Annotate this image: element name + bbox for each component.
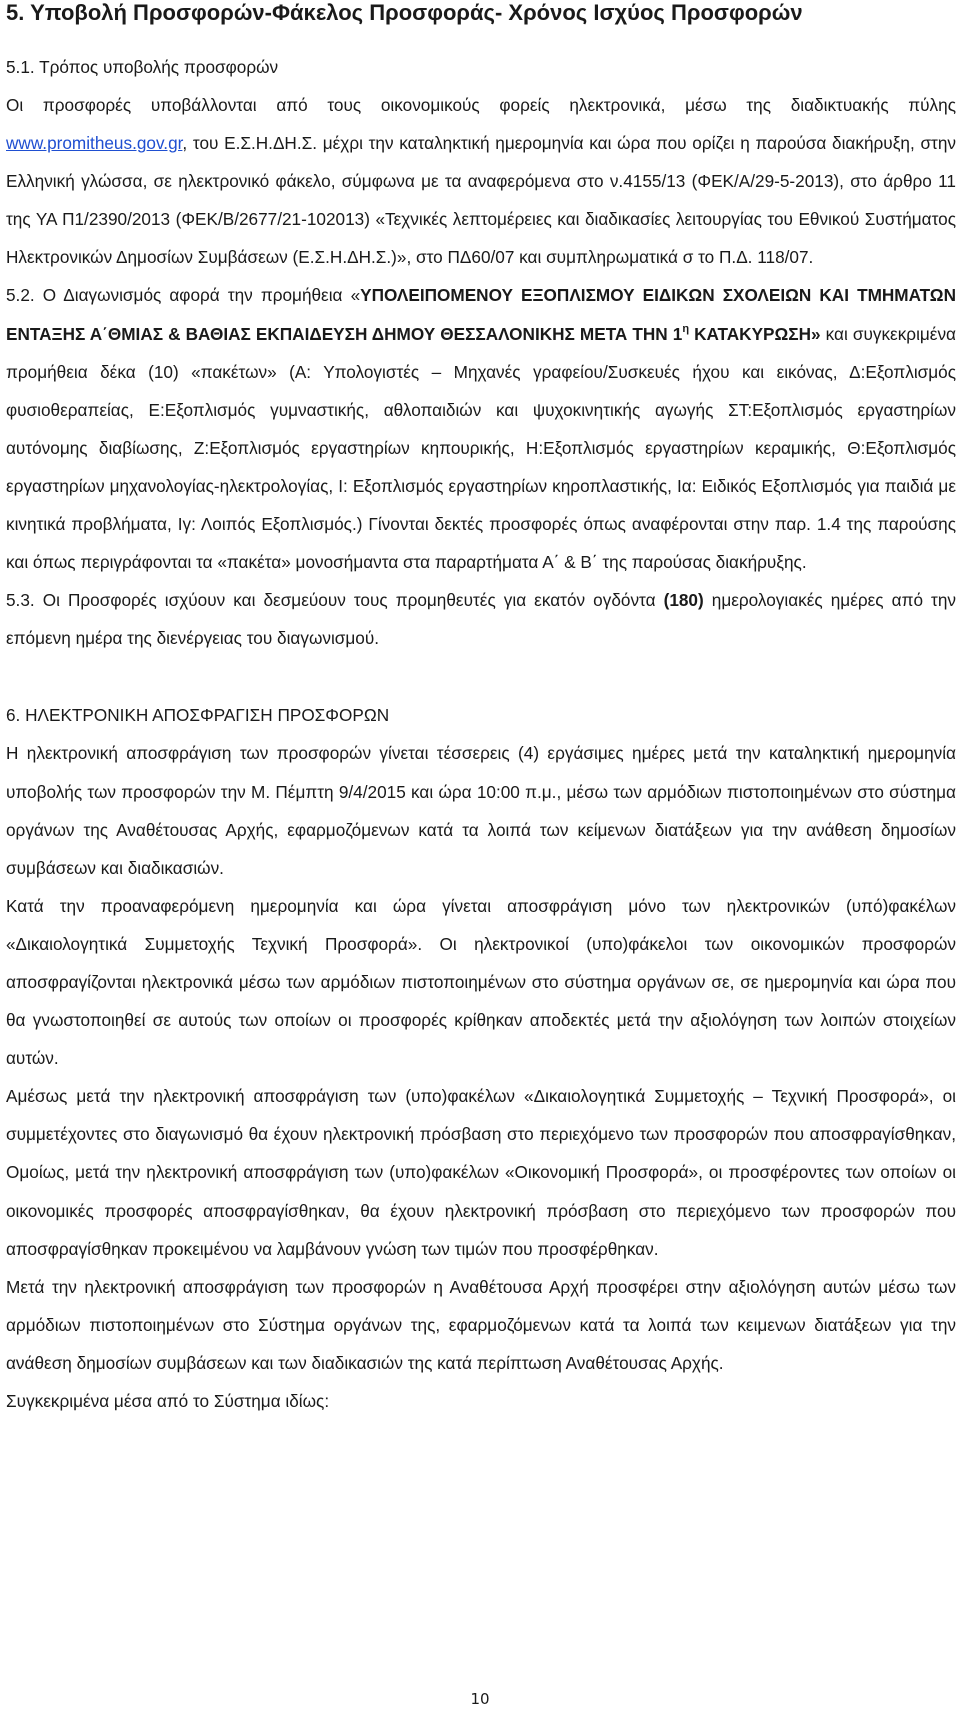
section-6-paragraph-2: Κατά την προαναφερόμενη ημερομηνία και ώρα γίνεται αποσφράγιση μόνο των ηλεκτρονικών (υπό)φακέλων «Δικαιολογητικά Συμμετοχής Τεχνική Προσφορά». Οι ηλεκτρονικοί (υπο)φάκελοι των οικονομικών προσφορών αποσφραγίζονται ηλεκτρονικά μέσω των αρμόδιων πιστοποιημένων στο σύστημα οργάνων σε, σε ημερομηνία και ώρα που θα γνωστοποιηθεί σε αυτούς των οποίων οι προσφορές κρίθηκαν αποδεκτές μετά την αξιολόγηση των λοιπών στοιχείων αυτών. <box>6 895 956 1069</box>
section-6-paragraph-5: Συγκεκριμένα μέσα από το Σύστημα ιδίως: <box>6 1391 330 1411</box>
section-6-paragraph-4: Μετά την ηλεκτρονική αποσφράγιση των προσφορών η Αναθέτουσα Αρχή προσφέρει στην αξιολόγηση αυτών μέσω των αρμόδιων πιστοποιημένων στο Σύστημα οργάνων της, εφαρμοζόμενων κατά τα λοιπά των κειμενων διατάξεων για την ανάθεση δημοσίων συμβάσεων και των διαδικασιών της κατά περίπτωση Αναθέτουσας Αρχής. <box>6 1276 956 1373</box>
promitheus-link[interactable]: www.promitheus.gov.gr <box>6 133 183 154</box>
section-5-1-heading: 5.1. Τρόπος υποβολής προσφορών <box>6 57 279 77</box>
section-5-2-paragraph <box>6 276 956 581</box>
section-5-2-text-a: 5.2. Ο Διαγωνισμός αφορά την προμήθεια « <box>6 285 361 306</box>
page-number: 10 <box>470 1690 490 1708</box>
section-5-2-subject: ΥΠΟΛΕΙΠΟΜΕΝΟΥ ΕΞΟΠΛΙΣΜΟΥ ΕΙΔΙΚΩΝ ΣΧΟΛΕΙΩΝ ΚΑΙ ΤΜΗΜΑΤΩΝ ΕΝΤΑΞΗΣ Α΄ΘΜΙΑΣ & ΒΑΘΙΑΣ ΕΚΠΑΙΔΕΥΣΗ ΔΗΜΟΥ ΘΕΣΣΑΛΟΝΙΚΗΣ ΜΕΤΑ ΤΗΝ 1 <box>6 285 956 344</box>
section-5-1-text-b: , του Ε.Σ.Η.ΔΗ.Σ. μέχρι την καταληκτική ημερομηνία και ώρα που ορίζει η παρούσα διακήρυξη, στην Ελληνική γλώσσα, σε ηλεκτρονικό φάκελο, σύμφωνα με τα αναφερόμενα στο ν.4155/13 (ΦΕΚ/Α/29-5-2013), στο άρθρο 11 της ΥΑ Π1/2390/2013 (ΦΕΚ/Β/2677/21-102013) «Τεχνικές λεπτομέρειες και διαδικασίες λειτουργίας του Εθνικού Συστήματος Ηλεκτρονικών Δημοσίων Συμβάσεων (Ε.Σ.Η.ΔΗ.Σ.)», στο ΠΔ60/07 και συμπληρωματικά σ το Π.Δ. 118/07. <box>6 133 956 268</box>
section-5-1-text-a: Οι προσφορές υποβάλλονται από τους οικονομικούς φορείς ηλεκτρονικά, μέσω της διαδικτυακής πύλης <box>6 95 956 115</box>
section-5-3-days: (180) <box>663 590 704 611</box>
section-6-heading: 6. ΗΛΕΚΤΡΟΝΙΚΗ ΑΠΟΣΦΡΑΓΙΣΗ ΠΡΟΣΦΟΡΩΝ <box>6 705 390 726</box>
section-5-3-text-b: ημερολογιακές ημέρες από την επόμενη ημέρα της διενέργειας του διαγωνισμού. <box>6 590 956 649</box>
section-spacer <box>6 657 956 696</box>
section-6-paragraph-3: Αμέσως μετά την ηλεκτρονική αποσφράγιση των (υπο)φακέλων «Δικαιολογητικά Συμμετοχής – Τεχνική Προσφορά», οι συμμετέχοντες στο διαγωνισμό θα έχουν ηλεκτρονική πρόσβαση στο περιεχόμενο των προσφορών που αποσφραγίσθηκαν, Ομοίως, μετά την ηλεκτρονική αποσφράγιση των (υπο)φακέλων «Οικονομική Προσφορά», οι προσφέροντες των οποίων οι οικονομικές προσφορές αποσφραγίσθηκαν, θα έχουν ηλεκτρονική πρόσβαση στο περιεχόμενο των προσφορών που αποσφραγίσθηκαν προκειμένου να λαμβάνουν γνώση των τιμών που προσφέρθηκαν. <box>6 1086 956 1259</box>
section-5-2-superscript: η <box>682 322 690 335</box>
section-5-2-text-b: και συγκεκριμένα προμήθεια δέκα (10) «πακέτων» (Α: Υπολογιστές – Μηχανές γραφείου/Συσκευές ήχου και εικόνας, Δ:Εξοπλισμός φυσιοθεραπείας, Ε:Εξοπλισμός γυμναστικής, αθλοπαιδιών και ψυχοκινητικής αγωγής ΣΤ:Εξοπλισμός εργαστηρίων αυτόνομης διαβίωσης, Ζ:Εξοπλισμός εργαστηρίων κηπουρικής, Η:Εξοπλισμός εργαστηρίων κεραμικής, Θ:Εξοπλισμός εργαστηρίων μηχανολογίας-ηλεκτρολογίας, Ι: Εξοπλισμός εργαστηρίων κηροπλαστικής, Ια: Ειδικός Εξοπλισμός για παιδιά με κινητικά προβλήματα, Ιγ: Λοιπός Εξοπλισμός.) Γίνονται δεκτές προσφορές όπως αναφέρονται στην παρ. 1.4 της παρούσης και όπως περιγράφονται τα «πακέτα» μονοσήμαντα στα παραρτήματα Α΄ & Β΄ της παρούσας διακήρυξης. <box>6 323 956 573</box>
section-5-title: 5. Υποβολή Προσφορών-Φάκελος Προσφοράς- Χρόνος Ισχύος Προσφορών <box>6 0 803 25</box>
section-5-3-text-a: 5.3. Οι Προσφορές ισχύουν και δεσμεύουν τους προμηθευτές για εκατόν ογδόντα <box>6 590 664 611</box>
section-6-paragraph-1: Η ηλεκτρονική αποσφράγιση των προσφορών γίνεται τέσσερεις (4) εργάσιμες ημέρες μετά την καταληκτική ημερομηνία υποβολής των προσφορών την Μ. Πέμπτη 9/4/2015 και ώρα 10:00 π.μ., μέσω των αρμόδιων πιστοποιημένων στο σύστημα οργάνων της Αναθέτουσας Αρχής, εφαρμοζόμενων κατά τα λοιπά των κείμενων διατάξεων για την ανάθεση δημοσίων συμβάσεων και διαδικασιών. <box>6 743 956 878</box>
section-5-3-paragraph <box>6 581 956 657</box>
document-page <box>6 0 956 1420</box>
section-5-1-paragraph <box>6 86 956 276</box>
section-5-2-subject-end: ΚΑΤΑΚΥΡΩΣΗ» <box>689 323 821 344</box>
